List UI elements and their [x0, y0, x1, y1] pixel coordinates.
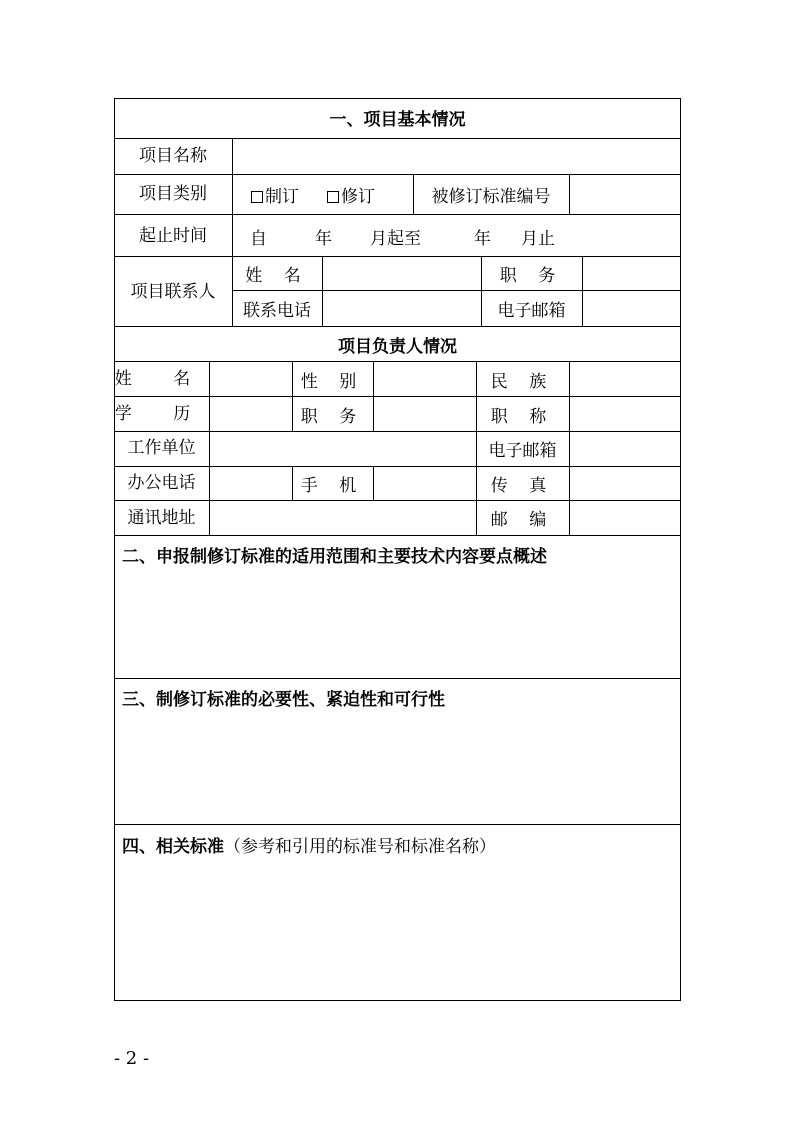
leader-ethnicity-label: 民 族 [490, 372, 555, 392]
revised-std-no-label: 被修订标准编号 [431, 187, 551, 207]
contact-email-label: 电子邮箱 [497, 301, 566, 321]
row-divider [114, 214, 681, 215]
leader-position-field[interactable] [374, 397, 476, 431]
period-month-start: 月起至 [370, 229, 421, 249]
contact-name-field[interactable] [323, 257, 481, 290]
checkbox-create[interactable] [251, 187, 299, 207]
row-divider [114, 824, 681, 825]
contact-email-field[interactable] [583, 291, 680, 326]
contact-title-label: 职 务 [499, 266, 564, 286]
project-name-field[interactable] [233, 139, 680, 174]
section-3-title: 三、制修订标准的必要性、紧迫性和可行性 [122, 690, 445, 710]
leader-fax-field[interactable] [570, 467, 680, 500]
section-2-title: 二、申报制修订标准的适用范围和主要技术内容要点概述 [122, 547, 547, 567]
row-divider [114, 535, 681, 536]
checkbox-icon [251, 191, 263, 203]
section-4-title: 四、相关标准 [122, 837, 224, 857]
leader-mobile-label: 手 机 [300, 476, 365, 496]
period-from: 自 [250, 229, 267, 249]
period-month-end: 月止 [521, 229, 555, 249]
leader-office-phone-label: 办公电话 [127, 473, 196, 493]
leader-office-phone-field[interactable] [210, 467, 292, 500]
section-1-title: 一、项目基本情况 [329, 110, 466, 130]
leader-email-field[interactable] [570, 432, 680, 466]
leader-prof-title-label: 职 称 [490, 407, 555, 427]
leader-ethnicity-field[interactable] [570, 362, 680, 396]
leader-address-label: 通讯地址 [127, 508, 196, 528]
option-create-label: 制订 [265, 187, 299, 207]
checkbox-icon [327, 191, 339, 203]
contact-phone-field[interactable] [323, 291, 481, 326]
leader-postcode-label: 邮 编 [490, 510, 555, 530]
period-year: 年 [315, 229, 332, 249]
row-divider [114, 326, 681, 327]
option-revise-label: 修订 [341, 187, 375, 207]
leader-work-unit-field[interactable] [210, 432, 476, 466]
leader-gender-field[interactable] [374, 362, 476, 396]
leader-position-label: 职 务 [300, 407, 365, 427]
leader-work-unit-label: 工作单位 [127, 438, 196, 458]
section-2-content[interactable] [115, 572, 680, 678]
contact-name-label: 姓 名 [245, 266, 309, 286]
leader-name-field[interactable] [210, 362, 292, 396]
section-4-content[interactable] [115, 862, 680, 1000]
leader-fax-label: 传 真 [490, 476, 555, 496]
section-3-content[interactable] [115, 715, 680, 824]
period-label: 起止时间 [139, 226, 207, 246]
revised-std-no-field[interactable] [570, 175, 680, 214]
leader-gender-label: 性 别 [300, 372, 365, 392]
row-divider [114, 678, 681, 679]
contact-label: 项目联系人 [130, 282, 216, 302]
section-4-note: （参考和引用的标准号和标准名称） [224, 837, 496, 857]
leader-mobile-field[interactable] [374, 467, 476, 500]
leader-education-label: 学 历 [114, 404, 209, 424]
leader-address-field[interactable] [210, 501, 476, 535]
contact-phone-label: 联系电话 [243, 301, 311, 321]
leader-postcode-field[interactable] [570, 501, 680, 535]
contact-title-field[interactable] [583, 257, 680, 290]
checkbox-revise[interactable] [327, 187, 375, 207]
project-type-label: 项目类别 [139, 184, 207, 204]
leader-section-title: 项目负责人情况 [338, 337, 457, 357]
leader-education-field[interactable] [210, 397, 292, 431]
leader-name-label: 姓 名 [114, 369, 209, 389]
section-4-heading [122, 837, 496, 857]
project-name-label: 项目名称 [139, 146, 207, 166]
leader-prof-title-field[interactable] [570, 397, 680, 431]
page-number: - 2 - [114, 1048, 150, 1069]
period-year-2: 年 [474, 229, 491, 249]
leader-email-label: 电子邮箱 [488, 441, 557, 461]
